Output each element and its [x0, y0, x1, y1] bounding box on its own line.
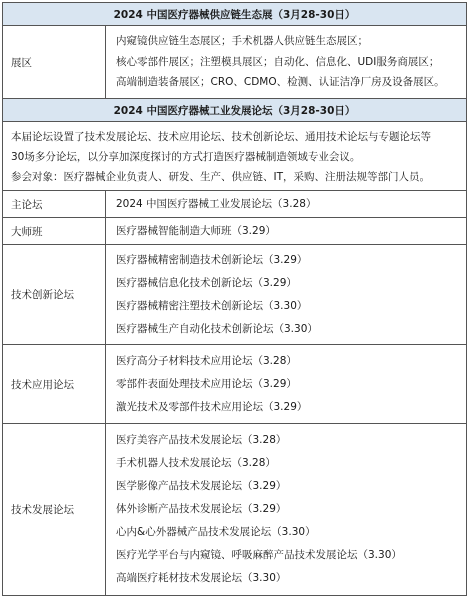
forum-session-item: 医疗美容产品技术发展论坛（3.28） [116, 434, 287, 446]
forum-intro-line: 参会对象：医疗器械企业负责人、研发、生产、供应链、IT，采购、注册法规等部门人员。 [11, 171, 431, 183]
forum-row-items [107, 218, 466, 244]
exhibition-zone-line: 高端制造装备展区；CRO、CDMO、检测、认证洁净厂房及设备展区。 [116, 76, 445, 89]
forum-row-label: 技术创新论坛 [3, 245, 106, 344]
forum-row-items [107, 424, 466, 595]
forum-row-items [107, 191, 466, 217]
forum-session-item: 体外诊断产品技术发展论坛（3.29） [116, 503, 287, 515]
forum-intro-line: 本届论坛设置了技术发展论坛、技术应用论坛、技术创新论坛、通用技术论坛与专题论坛等 [11, 131, 431, 143]
forum-intro [3, 122, 466, 191]
exhibition-title: 2024 中国医疗器械供应链生态展（3月28-30日） [113, 8, 356, 21]
forum-row-items [107, 345, 466, 423]
forum-session-item: 医疗光学平台与内窥镜、呼吸麻醉产品技术发展论坛（3.30） [116, 549, 402, 561]
forum-session-item: 零部件表面处理技术应用论坛（3.29） [116, 377, 297, 390]
forum-session-item: 医疗器械精密注塑技术创新论坛（3.30） [116, 299, 308, 312]
forum-row-main [3, 191, 466, 218]
exhibition-zone-list [107, 26, 466, 98]
forum-row-items [107, 245, 466, 344]
exhibition-zone-line: 核心零部件展区；注塑模具展区；自动化、信息化、UDI服务商展区； [116, 55, 440, 68]
event-schedule-table [2, 2, 467, 596]
forum-session-item: 医疗器械生产自动化技术创新论坛（3.30） [116, 322, 318, 335]
exhibition-zone-line: 内窥镜供应链生态展区；手术机器人供应链生态展区； [116, 35, 368, 48]
forum-session-item: 手术机器人技术发展论坛（3.28） [116, 457, 276, 469]
forum-row-development [3, 424, 466, 595]
forum-row-label: 大师班 [3, 218, 106, 244]
exhibition-zone-label: 展区 [3, 26, 106, 98]
forum-row-label: 主论坛 [3, 191, 106, 217]
forum-session-item: 心内&心外器械产品技术发展论坛（3.30） [116, 526, 316, 538]
forum-header [3, 99, 466, 122]
forum-session-item: 医疗器械信息化技术创新论坛（3.29） [116, 276, 297, 289]
forum-session-item: 激光技术及零部件技术应用论坛（3.29） [116, 400, 308, 413]
forum-intro-line: 30场多分论坛，以分享加深度探讨的方式打造医疗器械制造领域专业会议。 [11, 151, 361, 163]
forum-session-item: 2024 中国医疗器械工业发展论坛（3.28） [116, 197, 317, 210]
forum-session-item: 医学影像产品技术发展论坛（3.29） [116, 480, 287, 492]
forum-row-label: 技术应用论坛 [3, 345, 106, 423]
forum-row-masterclass [3, 218, 466, 245]
forum-session-item: 高端医疗耗材技术发展论坛（3.30） [116, 572, 287, 584]
exhibition-header [3, 3, 466, 26]
forum-session-item: 医疗器械精密制造技术创新论坛（3.29） [116, 253, 308, 266]
forum-row-application [3, 345, 466, 424]
exhibition-zone-row [3, 26, 466, 99]
forum-session-item: 医疗高分子材料技术应用论坛（3.28） [116, 354, 297, 367]
forum-title: 2024 中国医疗器械工业发展论坛（3月28-30日） [113, 104, 356, 117]
forum-session-item: 医疗器械智能制造大师班（3.29） [116, 224, 276, 237]
forum-row-label: 技术发展论坛 [3, 424, 106, 595]
forum-row-innovation [3, 245, 466, 345]
